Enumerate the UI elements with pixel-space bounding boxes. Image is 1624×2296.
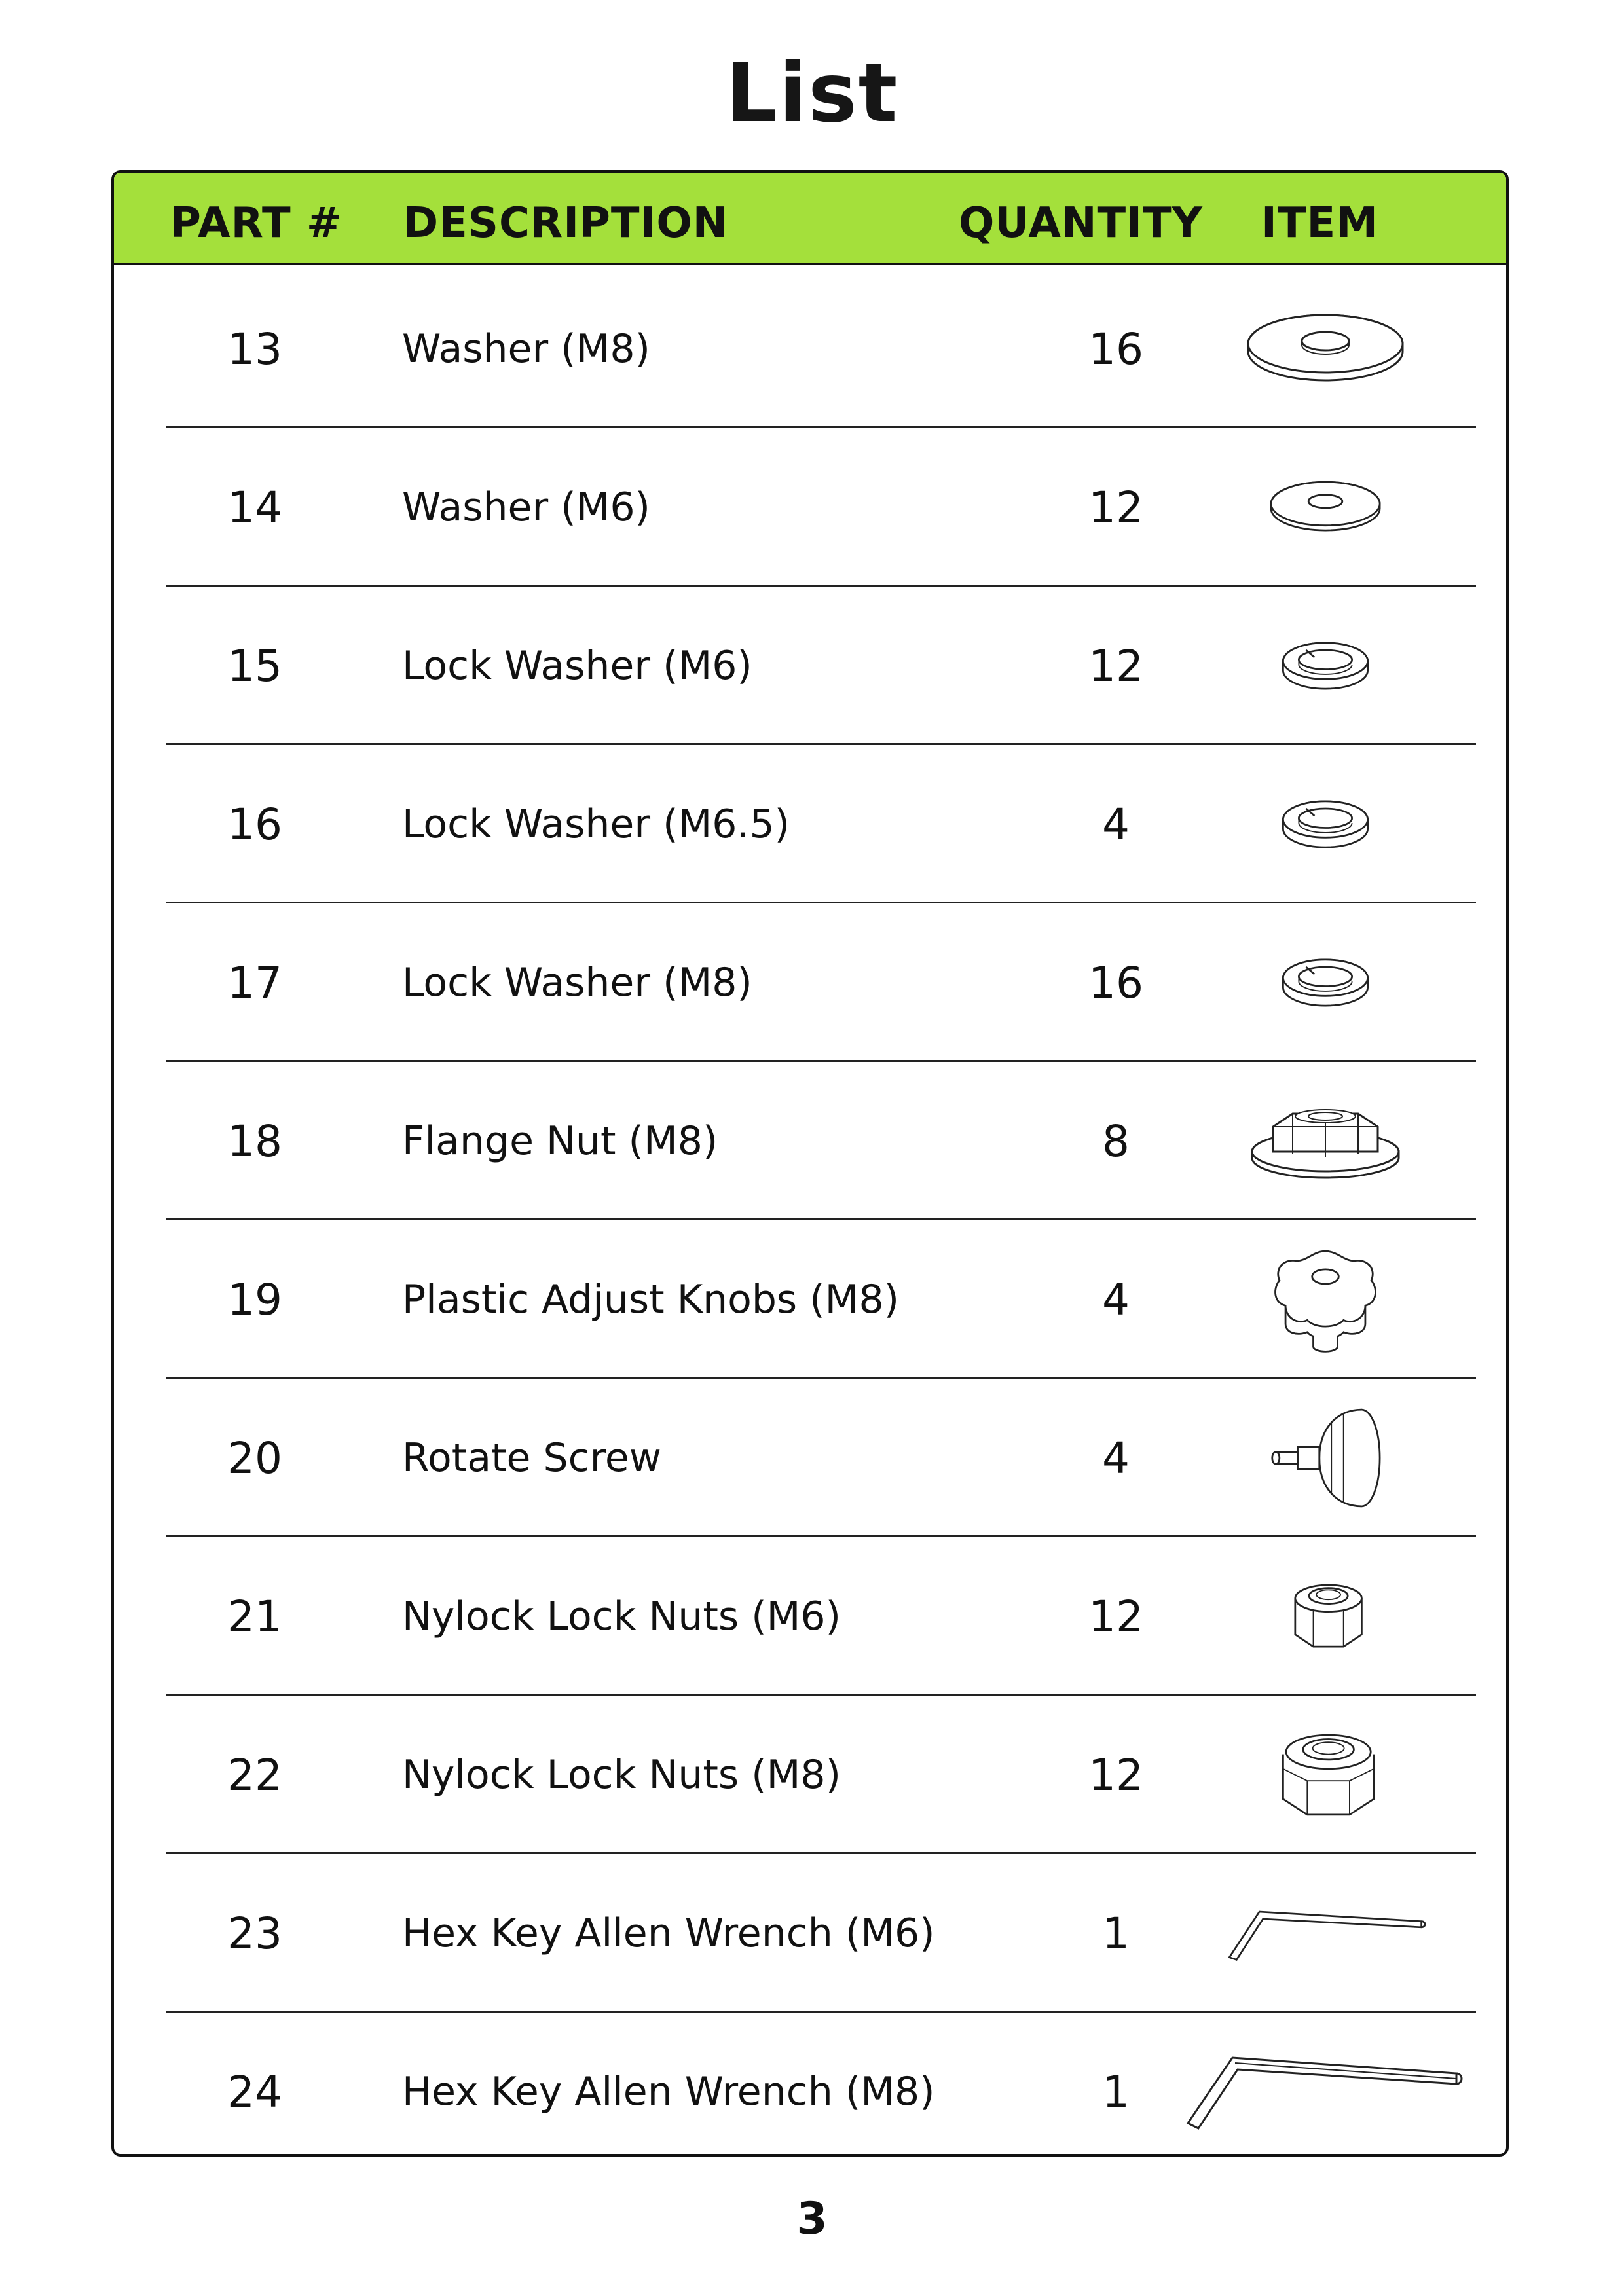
part-description: Lock Washer (M6.5) (402, 801, 790, 847)
page-number: 3 (796, 2193, 828, 2245)
rotate-screw-icon (1194, 1379, 1456, 1537)
part-number: 22 (227, 1749, 282, 1800)
part-quantity: 4 (1102, 1432, 1130, 1484)
part-number: 13 (227, 323, 282, 374)
table-row (166, 270, 1476, 428)
part-number: 19 (227, 1274, 282, 1325)
part-description: Hex Key Allen Wrench (M6) (402, 1910, 935, 1956)
hex-key-small-icon (1194, 1854, 1456, 2013)
flange-nut-icon (1194, 1062, 1456, 1220)
star-knob-icon (1194, 1220, 1456, 1379)
table-row (166, 1854, 1476, 2013)
header-description: DESCRIPTION (403, 199, 729, 247)
part-description: Flange Nut (M8) (402, 1118, 718, 1164)
part-description: Washer (M8) (402, 326, 650, 372)
part-quantity: 12 (1088, 1591, 1143, 1642)
part-quantity: 1 (1102, 1908, 1130, 1959)
part-description: Rotate Screw (402, 1435, 661, 1481)
part-number: 16 (227, 799, 282, 850)
lock-washer-icon (1194, 903, 1456, 1062)
table-row (166, 428, 1476, 587)
table-row (166, 1696, 1476, 1854)
table-row (166, 587, 1476, 745)
table-row (166, 1062, 1476, 1220)
part-quantity: 12 (1088, 640, 1143, 691)
table-row (166, 1379, 1476, 1537)
part-description: Lock Washer (M6) (402, 643, 752, 689)
part-quantity: 4 (1102, 799, 1130, 850)
part-quantity: 1 (1102, 2066, 1130, 2117)
lock-washer-icon (1194, 745, 1456, 903)
table-row (166, 903, 1476, 1062)
part-description: Hex Key Allen Wrench (M8) (402, 2069, 935, 2115)
table-row (166, 745, 1476, 903)
nylock-nut-large-icon (1194, 1696, 1456, 1854)
part-quantity: 8 (1102, 1116, 1130, 1167)
table-row (166, 1220, 1476, 1379)
part-quantity: 4 (1102, 1274, 1130, 1325)
parts-table (111, 170, 1509, 2157)
header-quantity: QUANTITY (959, 199, 1203, 247)
part-description: Nylock Lock Nuts (M6) (402, 1594, 841, 1639)
part-quantity: 16 (1088, 323, 1143, 374)
part-number: 23 (227, 1908, 282, 1959)
part-number: 18 (227, 1116, 282, 1167)
part-number: 15 (227, 640, 282, 691)
header-item: ITEM (1261, 199, 1378, 247)
part-number: 21 (227, 1591, 282, 1642)
nylock-nut-small-icon (1194, 1537, 1456, 1696)
part-number: 20 (227, 1432, 282, 1484)
lock-washer-icon (1194, 587, 1456, 745)
part-description: Plastic Adjust Knobs (M8) (402, 1277, 900, 1322)
part-number: 17 (227, 957, 282, 1008)
header-part-number: PART # (170, 199, 342, 247)
table-header (114, 173, 1506, 265)
part-description: Lock Washer (M8) (402, 960, 752, 1006)
flat-washer-large-icon (1194, 270, 1456, 428)
page-title: List (725, 46, 899, 141)
part-description: Washer (M6) (402, 484, 650, 530)
part-quantity: 16 (1088, 957, 1143, 1008)
table-row (166, 2013, 1476, 2157)
part-number: 14 (227, 482, 282, 533)
hex-key-large-icon (1194, 2013, 1456, 2157)
part-quantity: 12 (1088, 482, 1143, 533)
part-number: 24 (227, 2066, 282, 2117)
part-description: Nylock Lock Nuts (M8) (402, 1752, 841, 1798)
table-row (166, 1537, 1476, 1696)
part-quantity: 12 (1088, 1749, 1143, 1800)
flat-washer-small-icon (1194, 428, 1456, 587)
